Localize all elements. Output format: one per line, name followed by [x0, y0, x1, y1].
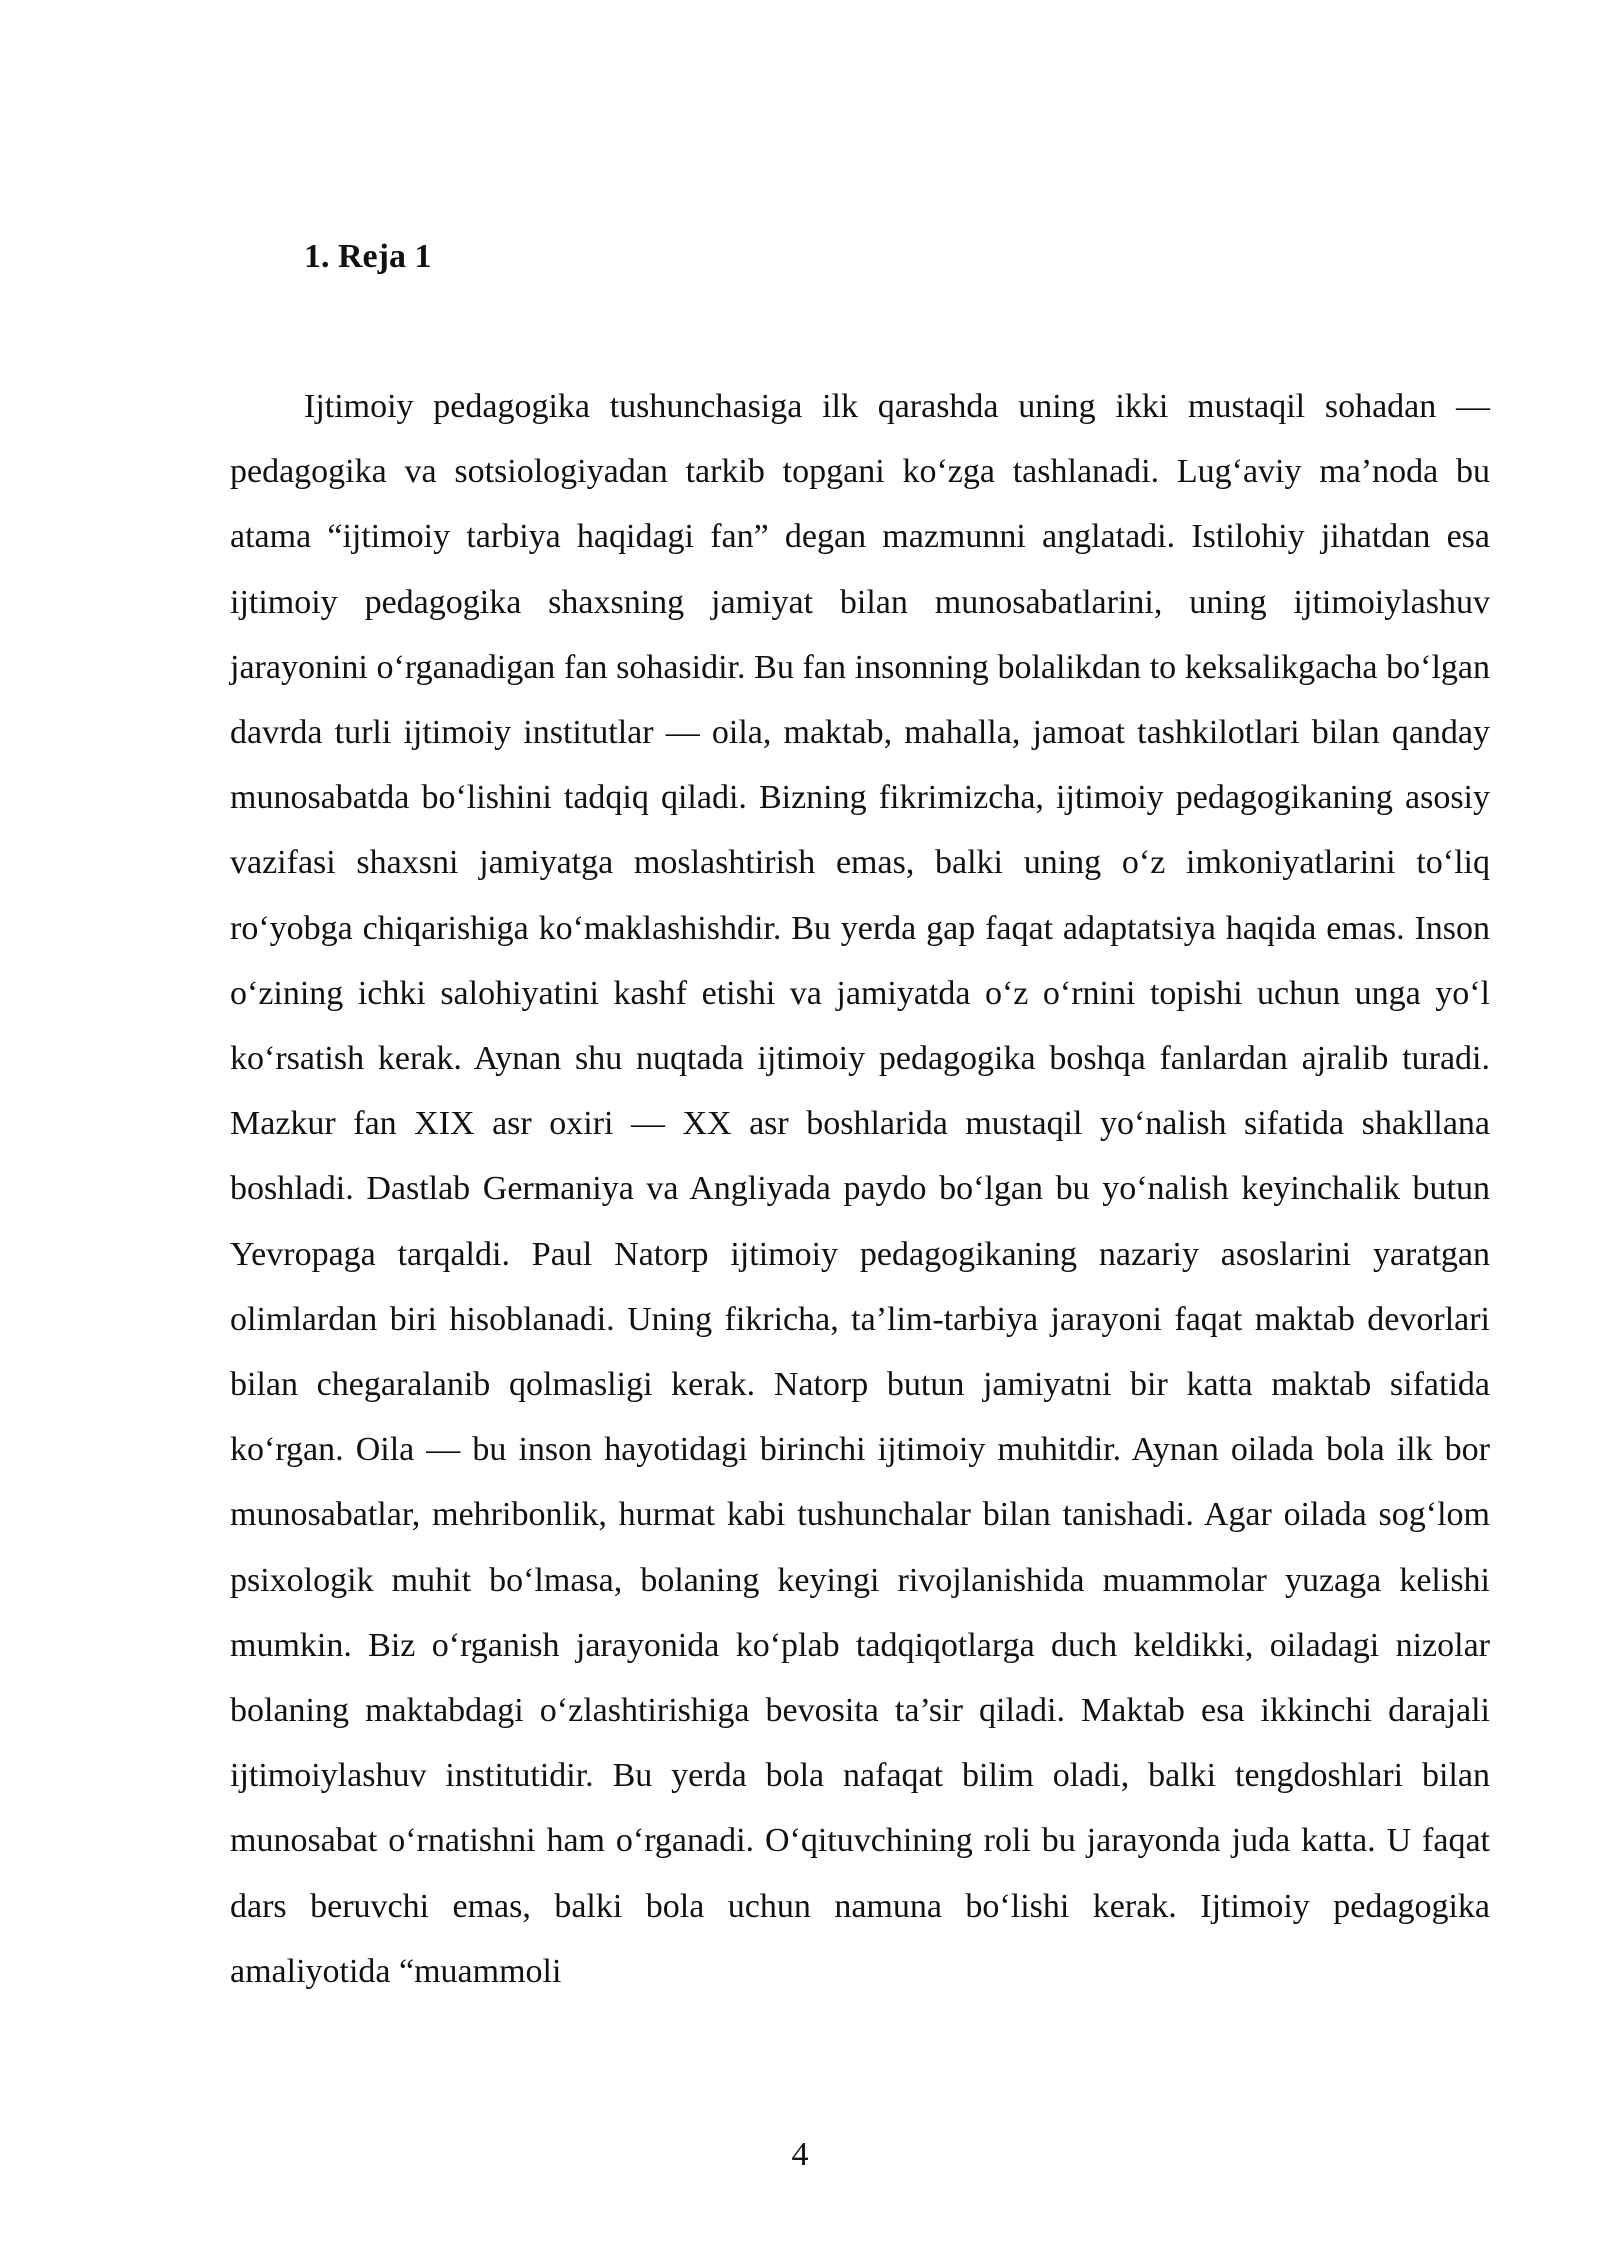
- page-number: 4: [791, 2136, 809, 2173]
- section-heading: 1. Reja 1: [304, 238, 432, 275]
- body-paragraph: Ijtimoiy pedagogika tushunchasiga ilk qarashda uning ikki mustaqil sohadan — pedagogika va sotsiologiyadan tarkib topgani ko‘zga tashlanadi. Lug‘aviy ma’noda bu atama “ijtimoiy tarbiya haqidagi fan” degan mazmunni anglatadi. Istilohiy jihatdan esa ijtimoiy pedagogika shaxsning jamiyat bilan munosabatlarini, uning ijtimoiylashuv jarayonini o‘rganadigan fan sohasidir. Bu fan insonning bolalikdan to keksalikgacha bo‘lgan davrda turli ijtimoiy institutlar — oila, maktab, mahalla, jamoat tashkilotlari bilan qanday munosabatda bo‘lishini tadqiq qiladi. Bizning fikrimizcha, ijtimoiy pedagogikaning asosiy vazifasi shaxsni jamiyatga moslashtirish emas, balki uning o‘z imkoniyatlarini to‘liq ro‘yobga chiqarishiga ko‘maklashishdir. Bu yerda gap faqat adaptatsiya haqida emas. Inson o‘zining ichki salohiyatini kashf etishi va jamiyatda o‘z o‘rnini topishi uchun unga yo‘l ko‘rsatish kerak. Aynan shu nuqtada ijtimoiy pedagogika boshqa fanlardan ajralib turadi. Mazkur fan XIX asr oxiri — XX asr boshlarida mustaqil yo‘nalish sifatida shakllana boshladi. Dastlab Germaniya va Angliyada paydo bo‘lgan bu yo‘nalish keyinchalik butun Yevropaga tarqaldi. Paul Natorp ijtimoiy pedagogikaning nazariy asoslarini yaratgan olimlardan biri hisoblanadi. Uning fikricha, ta’lim-tarbiya jarayoni faqat maktab devorlari bilan chegaralanib qolmasligi kerak. Natorp butun jamiyatni bir katta maktab sifatida ko‘rgan. Oila — bu inson hayotidagi birinchi ijtimoiy muhitdir. Aynan oilada bola ilk bor munosabatlar, mehribonlik, hurmat kabi tushunchalar bilan tanishadi. Agar oilada sog‘lom psixologik muhit bo‘lmasa, bolaning keyingi rivojlanishida muammolar yuzaga kelishi mumkin. Biz o‘rganish jarayonida ko‘plab tadqiqotlarga duch keldikki, oiladagi nizolar bolaning maktabdagi o‘zlashtirishiga bevosita ta’sir qiladi. Maktab esa ikkinchi darajali ijtimoiylashuv institutidir. Bu yerda bola nafaqat bilim oladi, balki tengdoshlari bilan munosabat o‘rnatishni ham o‘rganadi. O‘qituvchining roli bu jarayonda juda katta. U faqat dars beruvchi emas, balki bola uchun namuna bo‘lishi kerak. Ijtimoiy pedagogika amaliyotida “muammoli: [230, 388, 1490, 1990]
